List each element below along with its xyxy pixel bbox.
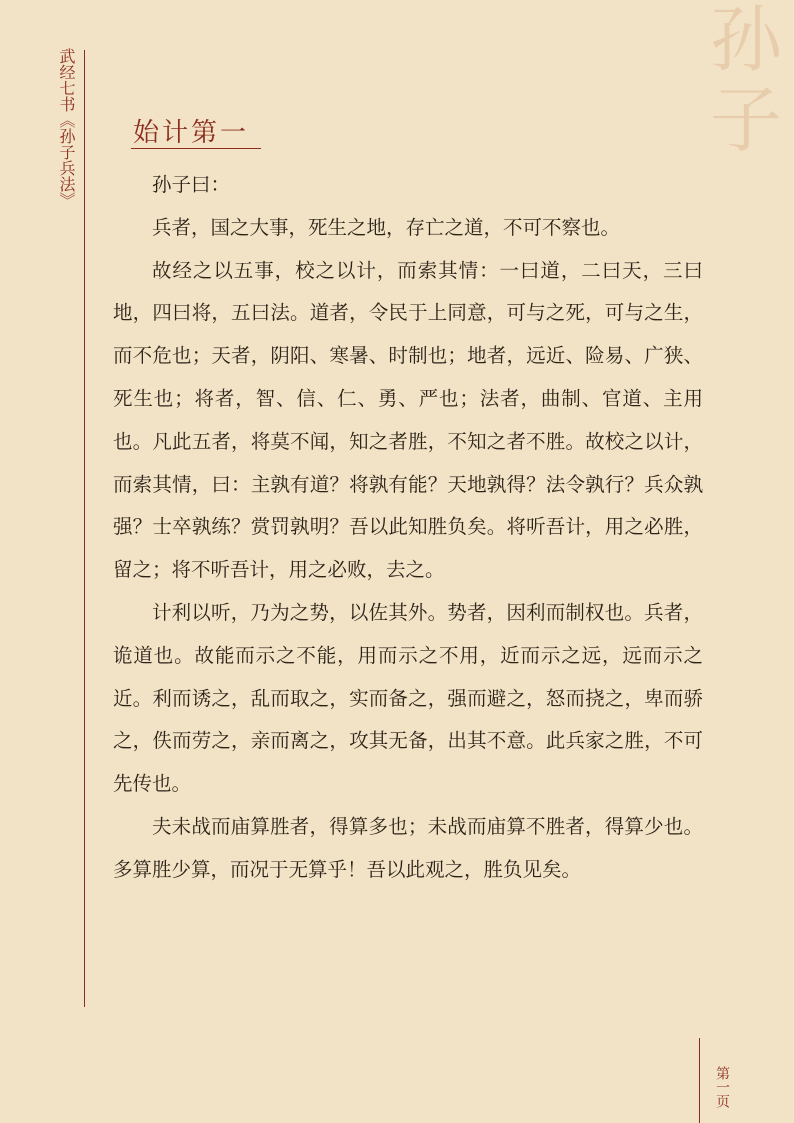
- paragraph: 孙子曰：: [152, 173, 231, 196]
- paragraph: 夫未战而庙算胜者，得算多也；未战而庙算不胜者，得算少也。多算胜少算，而况于无算乎！吾以此观之，胜负见矣。: [113, 814, 703, 881]
- side-divider: [84, 50, 85, 1007]
- book-side-title: 武经七书《孙子兵法》: [57, 48, 76, 208]
- chapter-title-underline: [131, 148, 261, 149]
- footer-divider: [699, 1038, 700, 1123]
- body-text: [113, 164, 703, 892]
- page-number: 第一页: [714, 1066, 730, 1108]
- watermark-char-bottom: 子: [709, 78, 782, 162]
- watermark-logo: [704, 0, 788, 170]
- paragraph: 兵者，国之大事，死生之地，存亡之道，不可不察也。: [152, 215, 621, 239]
- paragraph: 计利以听，乃为之势，以佐其外。势者，因利而制权也。兵者，诡道也。故能而示之不能，用而示之不用，近而示之远，远而示之近。利而诱之，乱而取之，实而备之，强而避之，怒而挠之，卑而骄之，佚而劳之，亲而离之，攻其无备，出其不意。此兵家之胜，不可先传也。: [113, 600, 703, 796]
- watermark-char-top: 孙: [709, 0, 782, 82]
- paragraph: 故经之以五事，校之以计，而索其情：一曰道，二曰天，三曰地，四曰将，五曰法。道者，令民于上同意，可与之死，可与之生，而不危也；天者，阴阳、寒暑、时制也；地者，远近、险易、广狭、死生也；将者，智、信、仁、勇、严也；法者，曲制、官道、主用也。凡此五者，将莫不闻，知之者胜，不知之者不胜。故校之以计，而索其情，曰：主孰有道？将孰有能？天地孰得？法令孰行？兵众孰强？士卒孰练？赏罚孰明？吾以此知胜负矣。将听吾计，用之必胜，留之；将不听吾计，用之必败，去之。: [113, 258, 703, 582]
- chapter-title: 始计第一: [133, 118, 250, 148]
